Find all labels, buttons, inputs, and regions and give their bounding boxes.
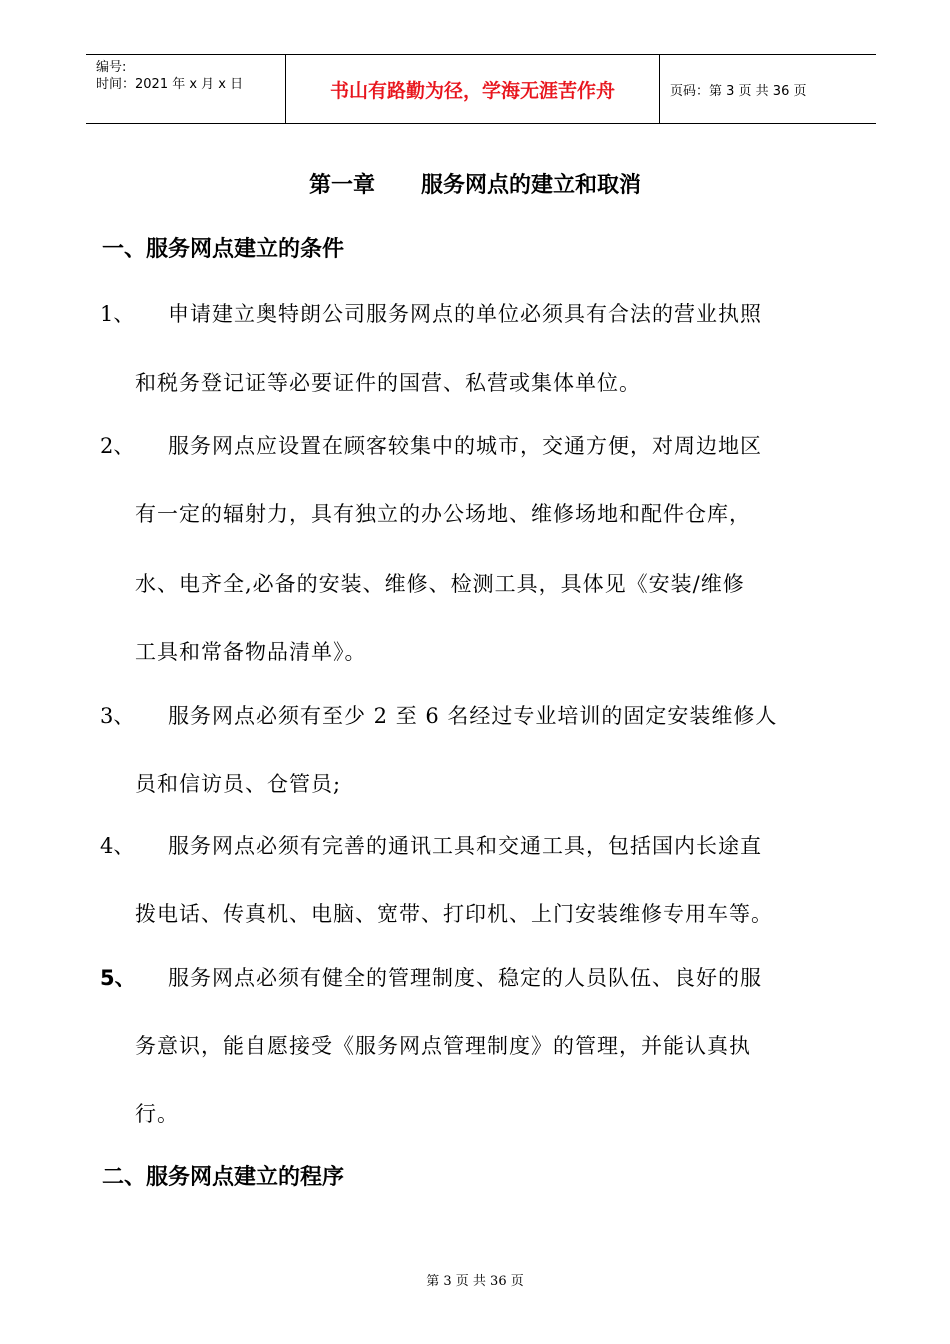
item-line: 服务网点必须有健全的管理制度、稳定的人员队伍、良好的服 [168,966,762,990]
item-line: 务意识，能自愿接受《服务网点管理制度》的管理，并能认真执 [135,1034,751,1058]
header-meta [86,55,286,123]
header-page-info: 页码：第 3 页 共 36 页 [670,83,807,99]
item-line: 服务网点必须有至少 2 至 6 名经过专业培训的固定安装维修人 [168,704,778,728]
item-line: 行。 [135,1102,179,1126]
item-line: 拨电话、传真机、电脑、宽带、打印机、上门安装维修专用车等。 [135,902,773,926]
item-line: 服务网点应设置在顾客较集中的城市，交通方便，对周边地区 [168,434,762,458]
item-number: 2、 [100,434,135,458]
page-header [86,54,876,124]
item-number: 5、 [100,966,136,990]
section-heading-conditions: 一、服务网点建立的条件 [102,237,345,262]
chapter-title: 第一章 服务网点的建立和取消 [309,173,641,198]
item-number: 4、 [100,834,135,858]
item-line: 有一定的辐射力，具有独立的办公场地、维修场地和配件仓库， [135,502,751,526]
header-motto: 书山有路勤为径，学海无涯苦作舟 [286,55,660,123]
item-line: 工具和常备物品清单》。 [135,640,367,664]
item-number: 3、 [100,704,135,728]
time-label: 时间：2021 年 x 月 x 日 [96,77,244,92]
item-line: 水、电齐全,必备的安装、维修、检测工具，具体见《安装/维修 [135,572,745,596]
section-heading-procedure: 二、服务网点建立的程序 [102,1165,345,1190]
item-number: 1、 [100,302,135,326]
item-line: 员和信访员、仓管员; [135,772,342,796]
page-footer: 第 3 页 共 36 页 [426,1274,524,1289]
item-line: 申请建立奥特朗公司服务网点的单位必须具有合法的营业执照 [168,302,762,326]
code-label: 编号: [96,60,127,75]
item-line: 服务网点必须有完善的通讯工具和交通工具，包括国内长途直 [168,834,762,858]
item-line: 和税务登记证等必要证件的国营、私营或集体单位。 [135,371,641,395]
